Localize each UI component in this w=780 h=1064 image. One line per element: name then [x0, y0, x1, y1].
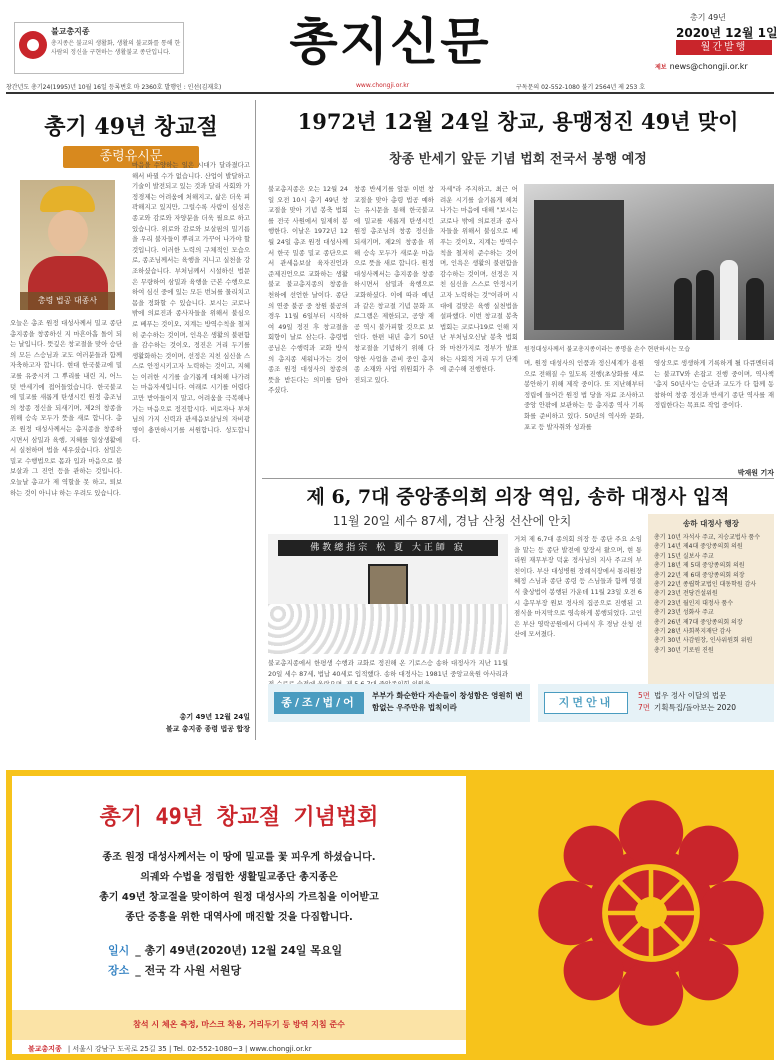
bottom-story-title: 제 6, 7대 중앙종의회 의장 역임, 송하 대정사 입적 — [306, 486, 730, 508]
biography-item: 총기 23년 성화사 주교 — [654, 609, 714, 617]
photo-caption: 총령 법공 대종사 — [20, 292, 115, 310]
top-story-col-4: 며, 원정 대성사의 인품과 정신세계가 용원으로 전해질 수 있도록 진행(초상화를 새로 봉안하기 위해 제작 중이다. 또 지난해부터 정립에 들어간 원정 법 당을 자료 조사하고 중앙 안팎에 보관하는 등 총지종 역사 기록화를 준비하고 있다. 50년의 역사와 문화, 포교 등 발자취와 성과를 — [524, 359, 644, 431]
ad-date-value: _ 총기 49년(2020년) 12월 24일 목요일 — [135, 944, 343, 957]
newspaper-title: 총지신문 — [289, 12, 491, 71]
guide-text: 법우 정사 이달의 법문 — [654, 691, 727, 700]
biography-item: 총기 18년 제 5대 중앙종의회 의원 — [654, 562, 745, 570]
biography-item: 총기 23년 월인지 대정사 품수 — [654, 599, 734, 607]
ad-body-line: 의궤와 수법을 정립한 생활밀교종단 총지종은 — [140, 872, 338, 883]
top-story-header — [262, 100, 774, 180]
message-signature: 불교 총지종 종령 법공 합장 — [165, 725, 250, 733]
biography-item: 총기 23년 전당건설위원 — [654, 590, 718, 598]
ad-body — [12, 848, 466, 928]
email-address[interactable]: news@chongji.or.kr — [669, 62, 748, 71]
patriarch-photo — [20, 180, 115, 310]
ad-venue — [108, 962, 241, 978]
biography-list — [654, 533, 768, 655]
top-story-byline: 박재원 기자 — [737, 469, 774, 477]
ad-venue-value: _ 전국 각 사원 서원당 — [135, 964, 242, 977]
biography-item: 총기 22년 제 6대 중앙종의회 의장 — [654, 571, 745, 579]
funeral-altar-photo — [268, 534, 508, 654]
guide-item[interactable] — [638, 702, 774, 714]
top-story-col-1: 불교총지종은 오는 12월 24일 오전 10시 총기 49년 창교절을 맞아 기념 봉축 법회를 전국 사원에서 일제히 봉행한다. 이날은 1972년 12월 24일 총조 원정 대성사께서 한국 밀종 밀교 종단으로서 관세음보살 육자진언과 준제진언으로 교화하는 생활불교 불교총지종의 창종을 천하에 선언한 날이다. 종단의 연중 불공 중 창원 불공의 경우 11월 6일부터 시작하여 49일 정진 후 창교절을 회향이 날로 삼는다. 총령법공님은 수행력과 교화 방식의 총지종 세워나가는 것이 종조 원정 대성사의 창종의 뜻을 받든다는 의미를 담아주셨다. — [268, 185, 348, 395]
org-name: 불교총지종 — [51, 27, 90, 36]
ad-body-line: 종단 중흥을 위한 대역사에 매진할 것을 다짐합니다. — [125, 912, 353, 923]
ad-venue-label: 장소 — [108, 964, 130, 977]
bottom-story-subtitle: 11월 20일 세수 87세, 경남 산청 선산에 안치 — [332, 514, 572, 528]
biography-item: 총기 26년 제7대 중앙종의회 의장 — [654, 618, 743, 626]
biography-title: 송하 대정사 행장 — [683, 519, 739, 528]
section-divider — [262, 478, 774, 479]
top-story-photo — [524, 184, 774, 340]
ad-footer — [28, 1044, 458, 1054]
ad-date-label: 일시 — [108, 944, 130, 957]
issue-date: 2020년 12월 1일 — [676, 26, 778, 40]
biography-item: 총기 10년 자석사 주교, 지승교법사 품수 — [654, 534, 761, 541]
ad-footer-org: 불교총지종 — [28, 1045, 62, 1053]
biography-item: 총기 14년 제4대 중앙종의회 의원 — [654, 543, 743, 551]
info-bar — [6, 80, 774, 94]
ad-text-panel — [12, 776, 466, 1054]
ad-title: 총기 49년 창교절 기념법회 — [99, 805, 379, 830]
doctrine-tile — [268, 684, 530, 722]
top-story-col-5: 영상으로 생생하게 기록하게 될 다큐멘터리는 불교TV와 손잡고 진행 중이며, 역사책 '총지 50년사'는 승단과 교도가 다 함께 동참하여 창종 정신과 반세기 종단 역사를 재정립한다는 목표로 작업 중이다. — [654, 359, 774, 410]
frequency-badge: 월간발행 — [676, 40, 772, 55]
issue-year: 총기 49년 — [690, 13, 726, 22]
biography-item: 총기 28년 사회복지재단 감사 — [654, 628, 732, 636]
biography-item: 총기 30년 기로원 진원 — [654, 646, 714, 654]
page-guide-label: 지면안내 — [544, 692, 628, 714]
message-badge: 종령유시문 — [63, 146, 199, 168]
org-seal-icon — [19, 31, 47, 59]
bottom-story-col-2: 거쳐 제 6,7대 종의회 의장 등 종단 주요 소임을 맡는 등 종단 발전에 앞장서 왔으며, 현 통리원 재무부장 덕윤 정사님의 지사 주교의 부친이다. 부산 대성병원 장례식장에서 통리원장 혜정 스님과 종단 종령 등 스님들과 함께 영결식 출상법이 봉행된 가운데 11월 23일 오전 6시 총무부장 원보 정사의 집공으로 진행된 고점식을 마지막으로 영속하게 봉행되었다. 고인은 부산 영락공원에서 다비식 후 경남 산청 선산에 모셔졌다. — [514, 535, 642, 639]
registration-info: 창간년도 총기24(1995)년 10월 16일 등록번호 마 2360호 발행인 : 인선(김재호) — [6, 84, 222, 91]
top-story-col-3-text: 자세"라 주지하고, 최근 어려운 시기를 슬기롭게 헤쳐나가는 마음에 대해 "보시는 코로나 밖에 의료진과 종사자들을 위해서 불심으로 베푸는 것이오, 지계는 방역수칙을 철저히 준수하는 것이며, 인욕은 생활의 불편함을 감수하는 것이며, 선정은 지친 심신을 스스로 안정시키고자 노력하는 것"이라며 시대에 걸맞은 육행 실천법을 설파했다. 이번 창교절 봉축 법회는 코로나19로 인해 지난 부처님오신날 봉축 법회와 마찬가지로 정부가 발표하는 사회적 거리 두기 단계에 준수해 진행한다. — [440, 185, 518, 374]
guide-text: 기획특집/돌아보는 2020 — [654, 703, 736, 712]
ad-date — [108, 942, 342, 958]
guide-page: 7면 — [638, 703, 651, 712]
org-description: 총지종은 불교의 생활화, 생활의 불교화를 통해 한 사람의 정신을 구현하는 생활불교 종단입니다. — [51, 40, 181, 56]
message-text-col-1: 오늘은 총조 원정 대성사께서 밀교 종단 총지종을 창종하신 지 마흔아홉 돌이 되는 날입니다. 뜻깊은 창교절을 맞아 승단의 모든 스승님과 교도 여러분들과 함께 자축하고자 합니다. 현대 한국불교에 밀교를 유중시켜 그 뿌리를 내린 지, 어느덧 반세기에 접어들었습니다. 한국불교에 밀교를 새롭게 탄생시킨 원정 총조님의 창종 정신을 되새기며, 제2의 창종을 위해 승속 모두가 뜻을 새로 합니다. 총조 원정 대성사께서는 총지종을 창종하시면서 삼밀과 육행, 지혜를 일상생활에서 실천하며 법을 세우셨습니다. 삼밀은 밀교 수행법으로 몸과 입과 마음으로 불보살과 그 진언 등을 관하는 것입니다. 오늘날 총교가 제 역할을 못 하고, 퇴보하는 것이 아니냐 하는 우려도 있습니다. — [10, 319, 122, 497]
ad-safety-notice: 참석 시 체온 측정, 마스크 착용, 거리두기 등 방역 지침 준수 — [12, 1010, 466, 1040]
ad-body-line: 종조 원정 대성사께서는 이 땅에 밀교를 꽃 피우게 하셨습니다. — [102, 852, 376, 863]
top-story-subtitle: 창종 반세기 앞둔 기념 법회 전국서 봉행 예정 — [389, 152, 647, 167]
ad-body-line: 총기 49년 창교절을 맞이하여 원정 대성사의 가르침을 이어받고 — [99, 892, 379, 903]
site-url-link[interactable]: www.chongji.or.kr — [356, 82, 410, 89]
dharma-seal-icon — [536, 798, 766, 1028]
subscription-info: 구독문의 02-552-1080 불기 2564년 제 253 호 — [516, 84, 646, 91]
biography-item: 총기 30년 사감원장, 인사위원회 위원 — [654, 637, 753, 645]
bottom-story-caption: 불교총지종에서 한평생 수행과 교화로 정진해 온 기로스승 송하 대정사가 지난 11월 20일 세수 87세, 법납 40세로 입적했다. 송하 대정사는 1981년 중앙교육원 아사리과 — [268, 659, 508, 678]
top-story-title: 1972년 12월 24일 창교, 용맹정진 49년 맞이 — [297, 109, 739, 134]
message-date: 총기 49년 12월 24일 — [179, 713, 250, 721]
anniversary-ad — [6, 770, 774, 1060]
message-title: 총기 49년 창교절 — [44, 114, 218, 140]
tip-email[interactable] — [655, 62, 748, 71]
message-column — [6, 100, 256, 740]
biography-item: 총기 22년 종립학교법인 대동학원 감사 — [654, 581, 757, 589]
ad-footer-info: | 서울시 강남구 도곡로 25길 35 | Tel. 02-552-1080~3 | www.chongji.or.kr — [67, 1045, 312, 1053]
page-guide-list — [638, 690, 774, 714]
page-guide-tile — [538, 684, 774, 722]
guide-item[interactable] — [638, 690, 774, 702]
biography-item: 총기 15년 실보사 주교 — [654, 552, 714, 560]
biography-box — [648, 514, 774, 694]
message-text-col-2: 마음을 수양하는 일은 시대가 달라졌다고 해서 바뀔 수가 없습니다. 산업이 발달하고 기술이 발전되고 있는 것과 달리 사회와 가정경제는 어려움에 처해지고, 삶은 더욱 피곽해지고 있지만, 그럴수록 사람이 심성은 종교와 감로와 자양분을 더욱 필요로 하고 있습니다. 위로와 감로와 보살핌의 밀기름을 우리 불자들이 뿌리고 가꾸어 나가야 할 것입니다. 이러한 노력의 구체적인 모습으로, 종조님께서는 육행을 지니고 실천을 강조하셨습니다. 부처님께서 시설하신 법문은 무량하여 삼밀과 육행을 근본 수행으로 하여 심신 중에 있는 모든 번뇌를 물리치고 몸을 정화할 수 있습니다. 보시는 코로나 밖에 의료진과 종사자들을 위해서 불심으로 베푸는 것이오, 지계는 방역수칙을 철저히 준수하는 것이며, 인욕은 생활의 불편함을 감수하는 것이오, 정진은 거리 두기를 생활화하는 것이며, 선정은 지친 심신을 스스로 안정시키고자 노력하는 것이고, 지혜는 이러한 시기를 슬기롭게 대처해 나가려는 마음자세입니다. 여래로 시기를 어렵다고만 받아들이지 말고, 어려움을 극복해나가는 마음으로 정진합시다. 비로자나 부처님의 가지 신력과 관세음보살님의 자비광명이 충만하시기를 서원합니다. 성도합니다. — [132, 161, 250, 445]
top-story-photo-caption: 원정대성사께서 불교총지종이라는 종명을 손수 현판하시는 모습 — [524, 346, 691, 353]
masthead — [0, 0, 780, 78]
altar-banner: 佛教總指宗 松 夏 大正師 寂 — [278, 540, 498, 556]
email-label: 제보 — [655, 64, 667, 71]
guide-page: 5면 — [638, 691, 651, 700]
doctrine-label: 종/조/법/어 — [274, 692, 364, 714]
doctrine-text: 부부가 화순한다 자손들이 창성함은 영원히 변함없는 우주만유 법칙이라 — [372, 691, 523, 712]
org-logo-box — [14, 22, 184, 74]
top-story-col-2: 창종 반세기를 앞둔 이번 창교절을 맞아 총령 법공 예하는 유시문을 통해 한국불교에 밀교를 새롭게 탄생시킨 원정 총조님의 창종 정신을 되새기며, 제2의 창종을 위해 승속 모두가 새로운 마음으로 뜻을 새로 합니다. 원정 대성사께서는 총지종을 창종하시면서 삼밀과 육행으로 교화하셨다. 이에 따라 예년과 같은 창교절 기념 문화 프로그램은 제한되고, 공양 재공 역시 불가피할 것으로 보인다. 한편 내년 총기 50년 창교절을 기념하기 위해 다양한 사업을 준비 중인 총지종 소재와 사업 위원회가 추진되고 있다. — [354, 185, 434, 384]
